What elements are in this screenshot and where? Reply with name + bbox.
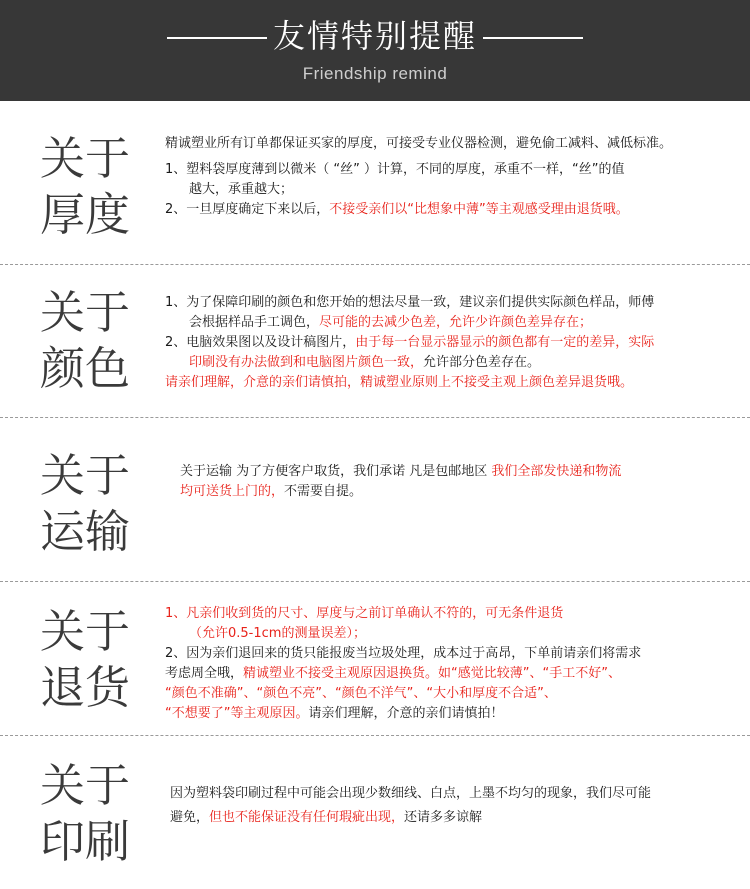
section-heading [40, 758, 160, 870]
list-item [165, 333, 735, 353]
section-returns [0, 582, 750, 735]
list-item: 1、凡亲们收到货的尺寸、厚度与之前订单确认不符的，可无条件退货 [165, 606, 564, 621]
section-heading [40, 285, 160, 397]
header-subtitle: Friendship remind [302, 64, 448, 83]
section-body [180, 462, 740, 502]
list-item-continued: （允许0.5-1cm的测量误差）； [189, 626, 366, 641]
item-text: 会根据样品手工调色， [189, 315, 320, 330]
item-text: 考虑周全哦， [165, 666, 244, 681]
list-item [165, 200, 735, 220]
list-item: 2、因为亲们退回来的货只能报废当垃圾处理，成本过于高昂，下单前请亲们将需求 [165, 646, 642, 661]
list-item-continued [165, 704, 735, 724]
heading-line-1: 关于 [40, 449, 131, 502]
item-warning-text: “不想要了”等主观原因。 [165, 706, 309, 721]
item-warning-text: 但也不能保证没有任何瑕疵出现， [209, 810, 405, 825]
shipping-text [180, 462, 740, 482]
item-text: 2、一旦厚度确定下来以后， [165, 202, 330, 217]
section-body [165, 604, 735, 724]
section-color [0, 265, 750, 417]
shipping-text-continued [180, 482, 740, 502]
heading-line-2: 退货 [40, 661, 131, 714]
item-text: 不需要自提。 [284, 484, 363, 499]
heading-line-1: 关于 [40, 132, 131, 185]
heading-line-1: 关于 [40, 605, 131, 658]
closing-warning: 请亲们理解，介意的亲们请慎拍，精诚塑业原则上不接受主观上颜色差异退货哦。 [165, 375, 634, 390]
list-item-continued [165, 313, 735, 333]
heading-line-1: 关于 [40, 759, 131, 812]
heading-line-2: 厚度 [40, 188, 131, 241]
heading-line-2: 运输 [40, 505, 131, 558]
list-item: 1、塑料袋厚度薄到以微米（ “丝” ）计算，不同的厚度，承重不一样，“丝”的值 [165, 162, 625, 177]
heading-line-1: 关于 [40, 286, 131, 339]
section-shipping [0, 418, 750, 581]
item-text: 避免， [170, 810, 210, 825]
item-text: 2、电脑效果图以及设计稿图片， [165, 335, 356, 350]
item-text: 还请多多谅解 [404, 810, 483, 825]
heading-line-2: 颜色 [40, 342, 131, 395]
intro-text: 精诚塑业所有订单都保证买家的厚度，可接受专业仪器检测，避免偷工减料、减低标准。 [165, 136, 673, 151]
right-dash-decoration [483, 37, 583, 39]
item-text: 允许部分色差存在。 [423, 355, 541, 370]
section-body [165, 293, 735, 393]
section-printing [0, 736, 750, 889]
printing-text: 因为塑料袋印刷过程中可能会出现少数细线、白点，上墨不均匀的现象，我们尽可能 [170, 786, 652, 801]
item-warning-text: 我们全部发快递和物流 [491, 464, 622, 479]
section-heading [40, 604, 160, 716]
list-item-continued: “颜色不准确”、“颜色不亮”、“颜色不洋气”、“大小和厚度不合适”、 [165, 686, 557, 701]
section-body [165, 134, 735, 220]
list-item-continued [165, 664, 735, 684]
item-warning-text: 印刷没有办法做到和电脑图片颜色一致， [189, 355, 424, 370]
left-dash-decoration [167, 37, 267, 39]
section-heading [40, 131, 160, 243]
item-warning-text: 尽可能的去减少色差，允许少许颜色差异存在； [319, 315, 593, 330]
item-warning-text: 精诚塑业不接受主观原因退换货。如“感觉比较薄”、“手工不好”、 [243, 666, 621, 681]
header-banner [0, 0, 750, 101]
item-warning-text: 不接受亲们以“比想象中薄”等主观感受理由退货哦。 [329, 202, 629, 217]
section-body [170, 784, 740, 828]
heading-line-2: 印刷 [40, 815, 131, 868]
section-heading [40, 448, 160, 560]
item-text: 请亲们理解，介意的亲们请慎拍！ [308, 706, 504, 721]
printing-text-continued [170, 808, 740, 828]
header-title-row [0, 14, 750, 58]
list-item-continued: 越大，承重越大； [189, 182, 294, 197]
section-thickness [0, 101, 750, 264]
list-item: 1、为了保障印刷的颜色和您开始的想法尽量一致，建议亲们提供实际颜色样品，师傅 [165, 295, 655, 310]
item-warning-text: 由于每一台显示器显示的颜色都有一定的差异，实际 [355, 335, 655, 350]
item-warning-text: 均可送货上门的， [180, 484, 285, 499]
item-text: 关于运输 为了方便客户取货，我们承诺 凡是包邮地区 [180, 464, 492, 479]
header-title: 友情特别提醒 [272, 17, 477, 55]
list-item-continued [165, 353, 735, 373]
